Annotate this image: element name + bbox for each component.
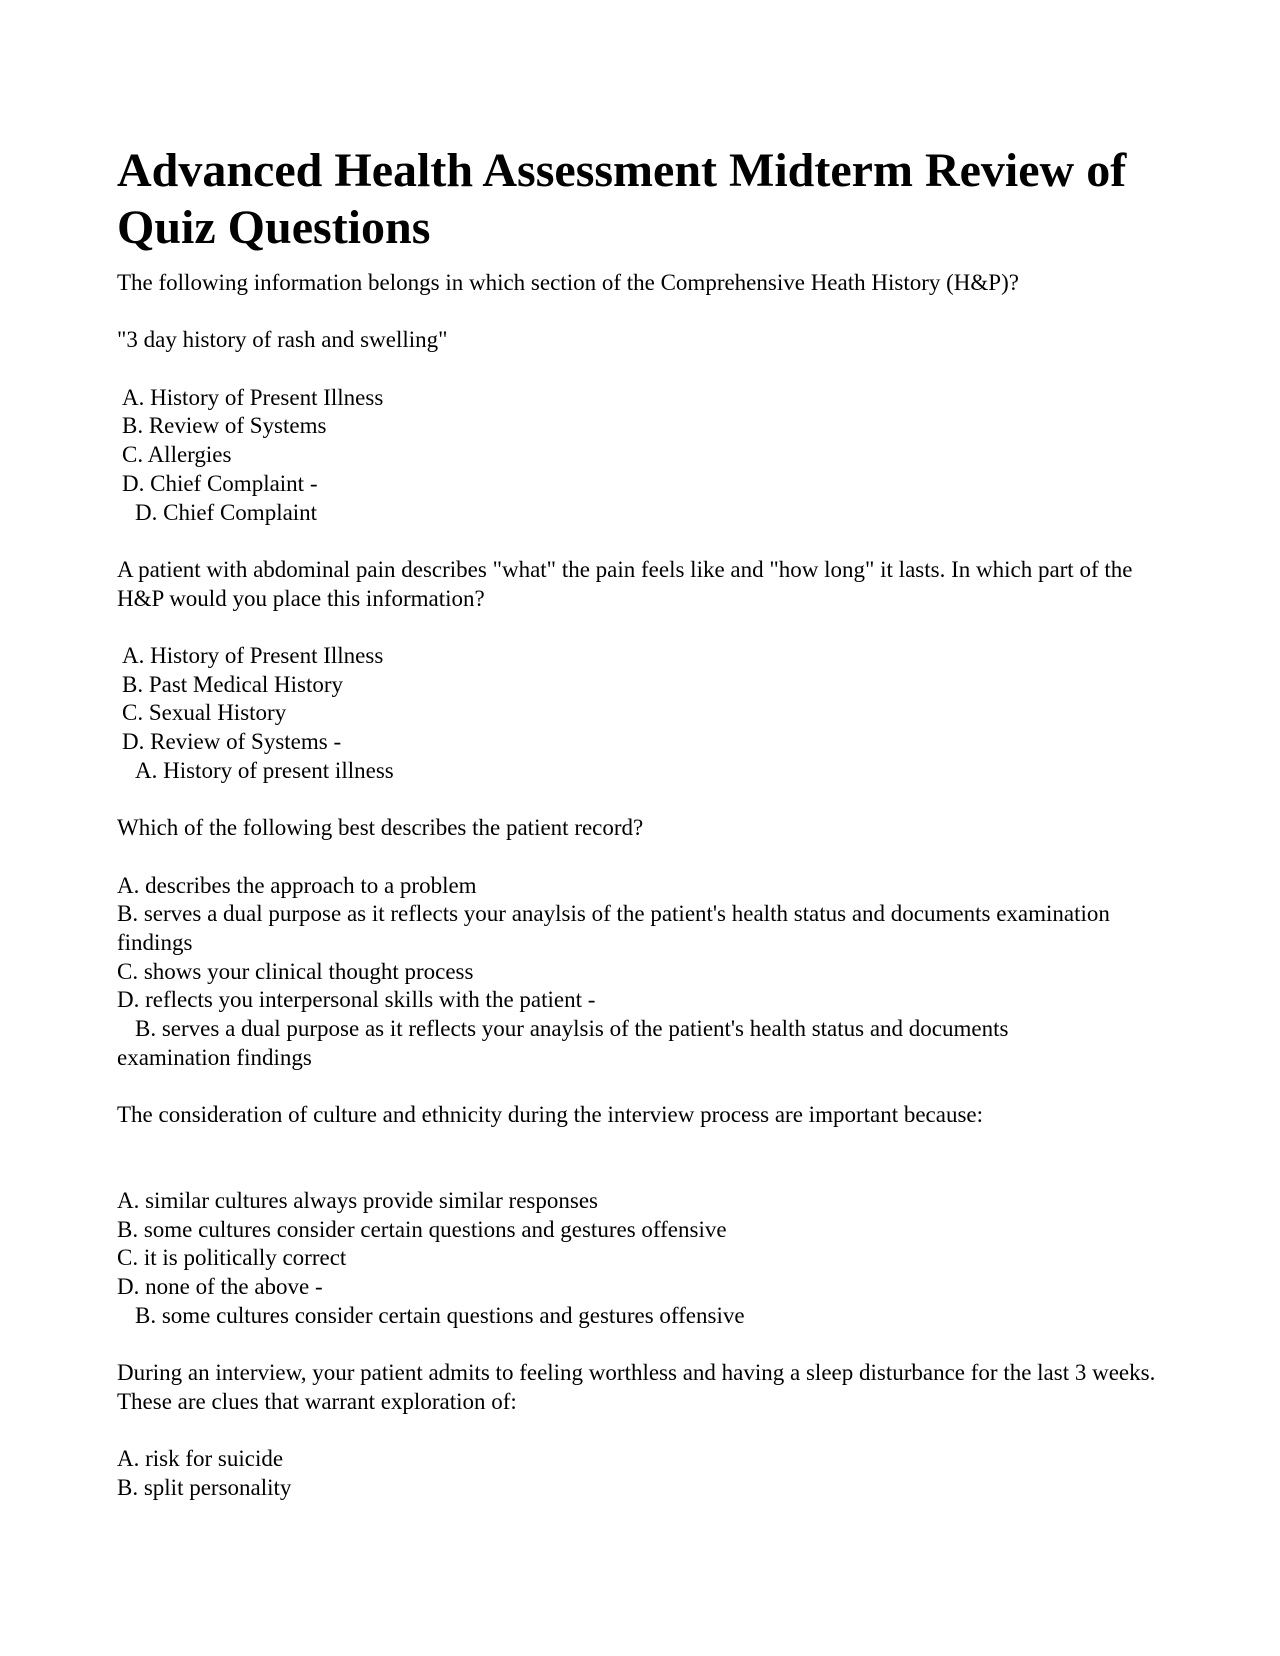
question-1-answer: D. Chief Complaint	[135, 499, 318, 525]
question-3-answer	[117, 1015, 1167, 1072]
question-1-quote: "3 day history of rash and swelling"	[117, 327, 448, 353]
question-3-option-d: D. reflects you interpersonal skills with the patient -	[117, 987, 596, 1013]
question-5-option-a: A. risk for suicide	[117, 1446, 284, 1472]
question-2-option-b: B. Past Medical History	[122, 671, 344, 697]
question-4-option-a: A. similar cultures always provide similar responses	[117, 1187, 598, 1213]
question-1-option-b: B. Review of Systems	[122, 413, 327, 439]
question-2-option-c: C. Sexual History	[122, 700, 287, 726]
document-title: Advanced Health Assessment Midterm Review of Quiz Questions	[117, 144, 1127, 254]
question-2-option-d: D. Review of Systems -	[122, 729, 342, 755]
question-3-option-c: C. shows your clinical thought process	[117, 958, 474, 984]
question-1-option-c: C. Allergies	[122, 442, 232, 468]
question-2-prompt: A patient with abdominal pain describes "what" the pain feels like and "how long" it lasts. In which part of the H&P would you place this information?	[117, 556, 1133, 611]
question-3-answer-line-2: examination findings	[117, 1044, 312, 1070]
question-4-option-b: B. some cultures consider certain questions and gestures offensive	[117, 1216, 727, 1242]
document-page	[117, 142, 1167, 1503]
question-3-option-b: B. serves a dual purpose as it reflects your anaylsis of the patient's health status and documents examination findings	[117, 901, 1110, 956]
question-4-answer: B. some cultures consider certain questions and gestures offensive	[135, 1302, 745, 1328]
question-1-option-a: A. History of Present Illness	[122, 384, 384, 410]
question-1-option-d: D. Chief Complaint -	[122, 470, 318, 496]
question-3-prompt: Which of the following best describes the patient record?	[117, 815, 644, 841]
question-4-option-d: D. none of the above -	[117, 1274, 323, 1300]
question-5-option-b: B. split personality	[117, 1474, 292, 1500]
question-2-answer: A. History of present illness	[135, 757, 394, 783]
question-2-option-a: A. History of Present Illness	[122, 643, 384, 669]
question-4-prompt: The consideration of culture and ethnicity during the interview process are important because:	[117, 1102, 984, 1128]
question-3-answer-line-1: B. serves a dual purpose as it reflects your anaylsis of the patient's health status and documents	[135, 1016, 1009, 1042]
question-4-option-c: C. it is politically correct	[117, 1245, 347, 1271]
question-5-prompt: During an interview, your patient admits to feeling worthless and having a sleep disturbance for the last 3 weeks. These are clues that warrant exploration of:	[117, 1360, 1156, 1414]
question-3-option-a: A. describes the approach to a problem	[117, 872, 477, 898]
question-1-prompt: The following information belongs in which section of the Comprehensive Heath History (H&P)?	[117, 270, 1019, 295]
